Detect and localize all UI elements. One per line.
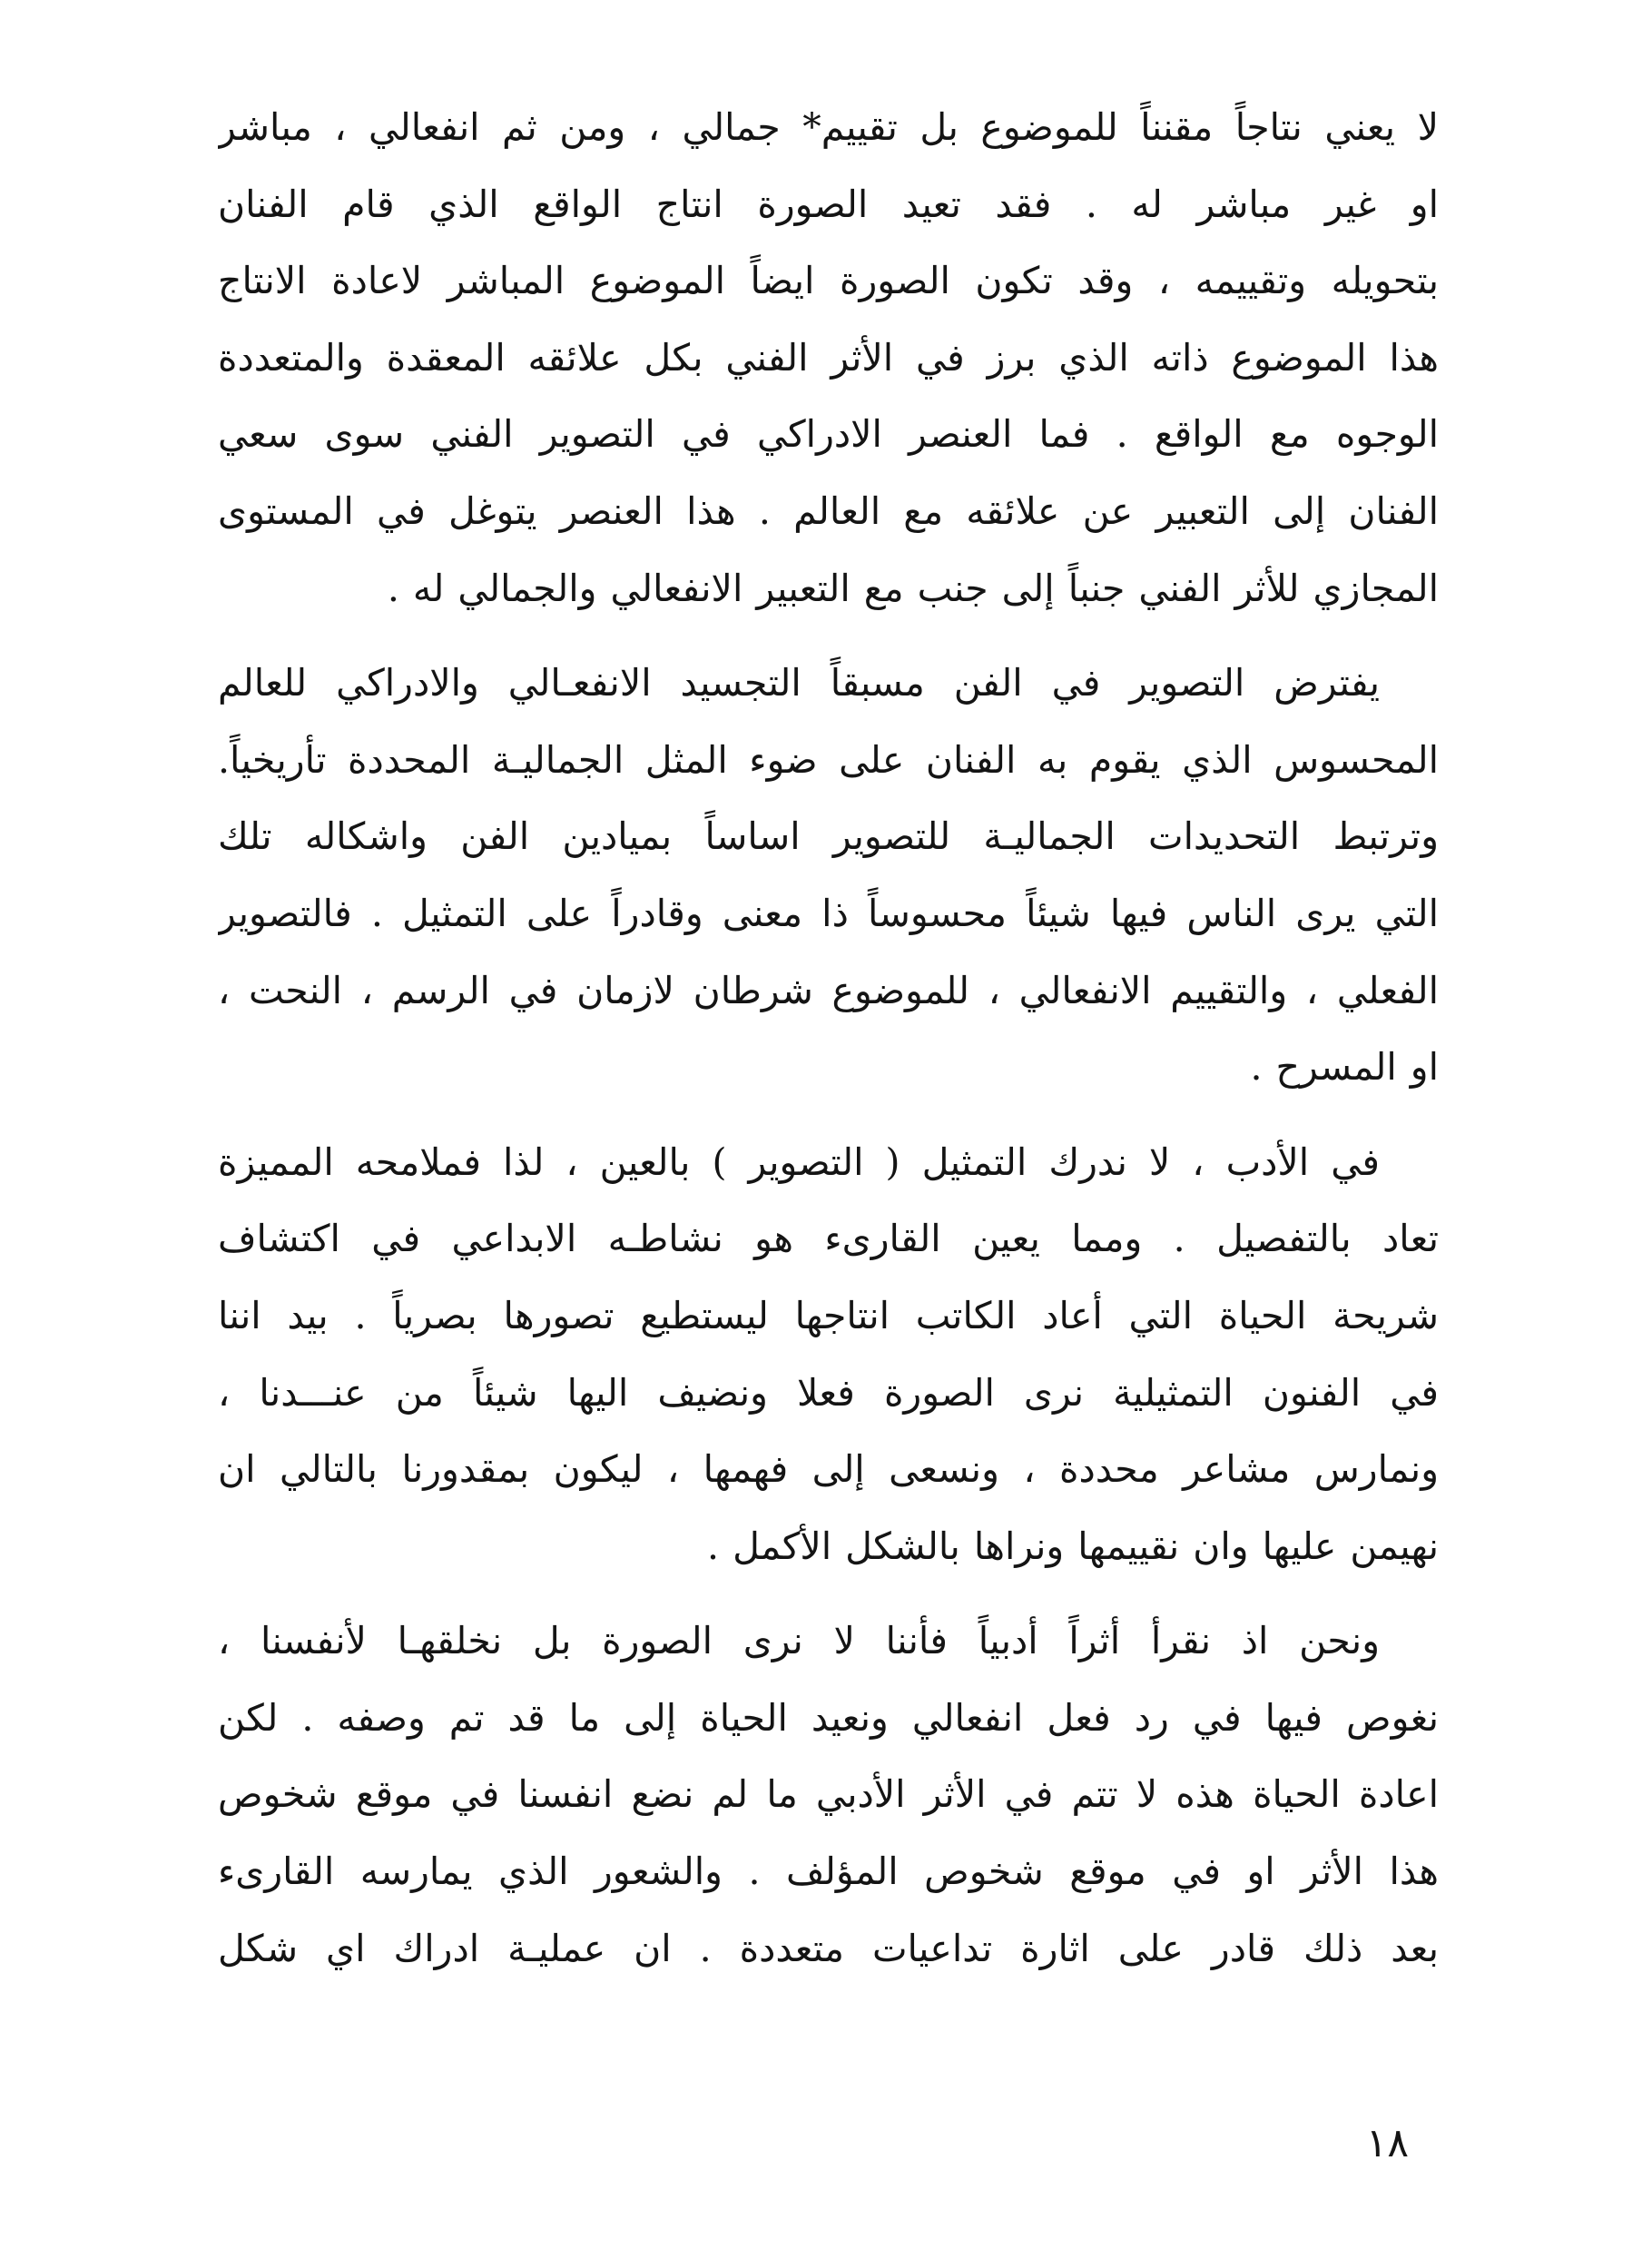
text-line: الوجوه مع الواقع . فما العنصر الادراكي في التصوير الفني سوى سعي [218,412,1439,457]
text-line: نغوص فيها في رد فعل انفعالي ونعيد الحياة إلى ما قد تم وصفه . لكن [218,1695,1439,1740]
text-line: الفعلي ، والتقييم الانفعالي ، للموضوع شرطان لازمان في الرسم ، النحت ، [218,968,1439,1012]
text-line: او المسرح . [1250,1045,1439,1090]
text-line: لا يعني نتاجاً مقنناً للموضوع بل تقييم* جمالي ، ومن ثم انفعالي ، مباشر [218,105,1439,149]
text-line: المحسوس الذي يقوم به الفنان على ضوء المثل الجماليـة المحددة تأريخياً. [218,737,1439,782]
text-line: تعاد بالتفصيل . ومما يعين القارىء هو نشاطـه الابداعي في اكتشاف [218,1217,1439,1261]
text-line: المجازي للأثر الفني جنباً إلى جنب مع التعبير الانفعالي والجمالي له . [387,566,1439,610]
text-line: في الأدب ، لا ندرك التمثيل ( التصوير ) بالعين ، لذا فملامحه المميزة [218,1139,1380,1184]
text-line: هذا الأثر او في موقع شخوص المؤلف . والشعور الذي يمارسه القارىء [218,1850,1439,1894]
text-line: بتحويله وتقييمه ، وقد تكون الصورة ايضاً الموضوع المباشر لاعادة الانتاج [218,259,1439,303]
text-line: او غير مباشر له . فقد تعيد الصورة انتاج الواقع الذي قام الفنان [218,182,1439,226]
text-line: بعد ذلك قادر على اثارة تداعيات متعددة . ان عمليـة ادراك اي شكل [218,1926,1439,1970]
text-line: وترتبط التحديدات الجماليـة للتصوير اساساً بميادين الفن واشكاله تلك [218,814,1439,859]
paragraph-1 [218,89,1439,626]
text-line: في الفنون التمثيلية نرى الصورة فعلا ونضيف اليها شيئاً من عنـــدنا ، [218,1370,1439,1415]
text-line: ونحن اذ نقرأ أثراً أدبياً فأننا لا نرى الصورة بل نخلقهـا لأنفسنا ، [218,1619,1380,1663]
paragraph-4 [218,1603,1439,1987]
body-text [218,89,1439,1987]
text-line: التي يرى الناس فيها شيئاً محسوساً ذا معنى وقادراً على التمثيل . فالتصوير [218,891,1439,935]
text-line: اعادة الحياة هذه لا تتم في الأثر الأدبي ما لم نضع انفسنا في موقع شخوص [218,1772,1439,1817]
text-line: الفنان إلى التعبير عن علائقه مع العالم . هذا العنصر يتوغل في المستوى [218,488,1439,533]
text-line: شريحة الحياة التي أعاد الكاتب انتاجها ليستطيع تصورها بصرياً . بيد اننا [218,1293,1439,1337]
paragraph-2 [218,645,1439,1106]
page-number: ١٨ [1365,2120,1409,2166]
paragraph-3 [218,1124,1439,1585]
text-line: يفترض التصوير في الفن مسبقاً التجسيد الانفعـالي والادراكي للعالم [218,661,1380,705]
text-line: نهيمن عليها وان نقييمها ونراها بالشكل الأكمل . [707,1524,1439,1568]
text-line: ونمارس مشاعر محددة ، ونسعى إلى فهمها ، ليكون بمقدورنا بالتالي ان [218,1447,1439,1492]
text-line: هذا الموضوع ذاته الذي برز في الأثر الفني بكل علائقه المعقدة والمتعددة [218,335,1439,380]
